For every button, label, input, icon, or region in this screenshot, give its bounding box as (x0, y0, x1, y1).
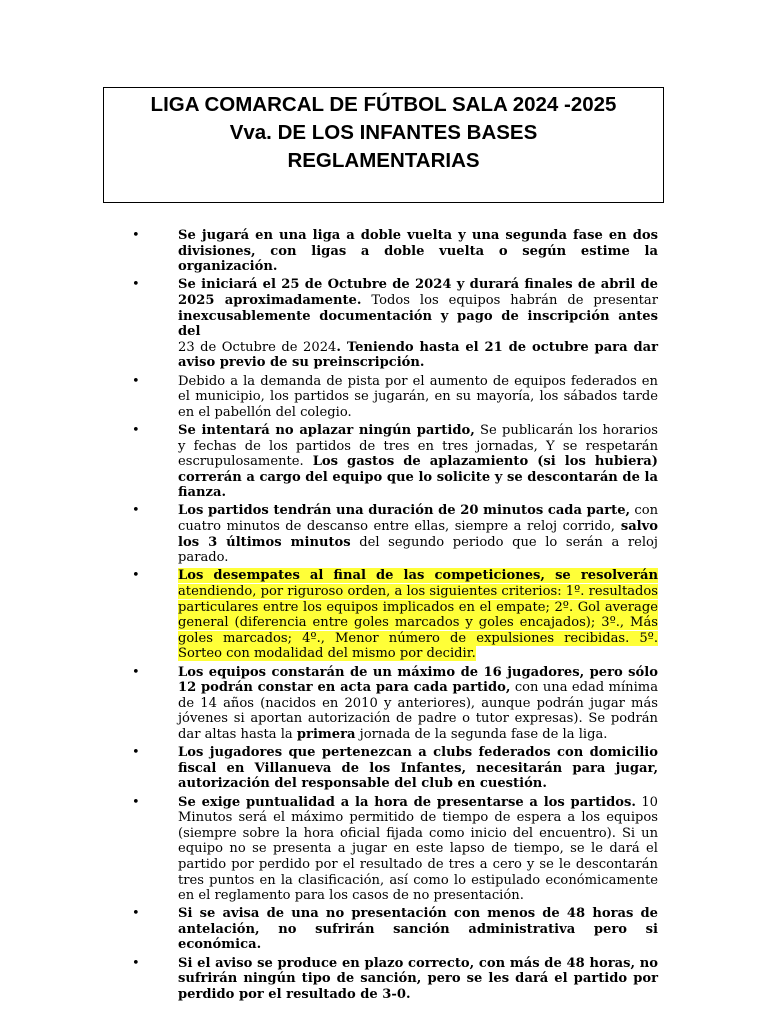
rule-item-1 (132, 228, 658, 275)
title-line-2: Vva. DE LOS INFANTES BASES (229, 121, 538, 144)
rule-7-text-2: jornada de la segunda fase de la liga. (355, 726, 608, 742)
rules-list (0, 228, 768, 1005)
rule-6-bold-1: Los desempates al final de las competiciones, se resolverán (178, 568, 658, 584)
rule-7-bold-2: primera (296, 726, 356, 742)
bullet-icon: • (132, 745, 140, 761)
bullet-icon: • (132, 906, 140, 922)
rule-item-5 (132, 503, 659, 566)
bullet-icon: • (132, 568, 140, 584)
bullet-icon: • (132, 794, 140, 810)
rule-item-6 (132, 568, 659, 662)
title-line-3: REGLAMENTARIAS (287, 149, 480, 172)
rule-6-text-1: atendiendo, por riguroso orden, a los siguientes criterios: 1º. resultados particulares entre los equipos implicados en el empate; 2º. Gol average general (diferencia entre goles marcados y goles encajados); 3º., Más goles marcados; 4º., Menor número de expulsiones recibidas. 5º. Sorteo con modalidad del mismo por decidir. (178, 584, 659, 662)
rule-3-text: Debido a la demanda de pista por el aumento de equipos federados en el municipio, los partidos se jugarán, en su mayoría, los sábados tarde en el pabellón del colegio. (178, 373, 658, 420)
rule-5-bold-1: Los partidos tendrán una duración de 20 minutos cada parte, (178, 503, 631, 519)
rule-10-bold: Si se avisa de una no presentación con menos de 48 horas de antelación, no sufrirán sanción administrativa pero si económica. (178, 906, 658, 953)
rule-1-bold: Se jugará en una liga a doble vuelta y una segunda fase en dos divisiones, con ligas a doble vuelta o según estime la organización. (178, 228, 658, 275)
rule-9-text-1: 10 Minutos será el máximo permitido de tiempo de espera a los equipos (siempre sobre la hora oficial fijada como inicio del encuentro). Si un equipo no se presenta a jugar en este lapso de tiempo, se le dará el partido por perdido por el resultado de tres a cero y se le descontarán tres puntos en la clasificación, así como lo estipulado económicamente en el reglamento para los casos de no presentación. (178, 794, 658, 904)
rule-11-bold: Si el aviso se produce en plazo correcto, con más de 48 horas, no sufrirán ningún tipo de sanción, pero se les dará el partido por perdido por el resultado de 3-0. (178, 955, 658, 1002)
rule-2-bold-3: . Teniendo hasta el 21 de octubre para dar aviso previo de su preinscripción. (178, 339, 658, 371)
rule-item-2 (132, 277, 658, 371)
rule-9-bold-1: Se exige puntualidad a la hora de presentarse a los partidos. (178, 794, 636, 810)
bullet-icon: • (132, 664, 140, 680)
rule-item-11 (132, 955, 658, 1003)
bullet-icon: • (132, 228, 140, 243)
rule-item-8 (132, 745, 658, 792)
bullet-icon: • (132, 955, 140, 971)
title-line-1: LIGA COMARCAL DE FÚTBOL SALA 2024 -2025 (150, 93, 617, 116)
bullet-icon: • (132, 503, 140, 519)
rule-5-bold-2: salvo los 3 últimos minutos (178, 519, 658, 550)
rule-item-9 (132, 794, 658, 904)
document-title-box (103, 87, 664, 203)
rule-4-bold-1: Se intentará no aplazar ningún partido, (178, 422, 475, 438)
bullet-icon: • (132, 373, 140, 389)
rule-item-10 (132, 906, 658, 953)
highlighted-text (178, 568, 658, 661)
rule-item-7 (132, 664, 658, 743)
rule-2-text-1: Todos los equipos habrán de presentar (361, 292, 658, 308)
rule-7-text-1: con una edad mínima de 14 años (nacidos en 2010 y anteriores), aunque podrán jugar más jóvenes si aportan autorización de padre o tutor expresas). Se podrán dar altas hasta la (178, 680, 658, 742)
rule-item-4 (132, 422, 658, 501)
bullet-icon: • (132, 422, 140, 438)
rule-5-text-1: con cuatro minutos de descanso entre ellas, siempre a reloj corrido, (178, 503, 659, 535)
rule-item-3 (132, 373, 658, 421)
rule-4-text-1: Se publicarán los horarios y fechas de los partidos de tres en tres jornadas, Y se respetarán escrupulosamente. (178, 422, 658, 470)
rule-2-text-2: 23 de Octubre de 2024 (178, 339, 337, 355)
bullet-icon: • (132, 277, 140, 293)
rule-8-bold: Los jugadores que pertenezcan a clubs federados con domicilio fiscal en Villanueva de los Infantes, necesitarán para jugar, autorización del responsable del club en cuestión. (178, 745, 658, 792)
rule-2-bold-2: inexcusablemente documentación y pago de inscripción antes del (178, 308, 658, 340)
rule-7-bold-1: Los equipos constarán de un máximo de 16 jugadores, pero sólo 12 podrán constar en acta para cada partido, (178, 664, 658, 696)
rule-2-bold-1: Se iniciará el 25 de Octubre de 2024 y durará finales de abril de 2025 aproximadamente. (178, 277, 658, 308)
rule-4-bold-2: Los gastos de aplazamiento (si los hubiera) correrán a cargo del equipo que lo solicite y se descontarán de la fianza. (178, 454, 658, 501)
rule-5-text-2: del segundo periodo que lo serán a reloj parado. (178, 534, 658, 566)
